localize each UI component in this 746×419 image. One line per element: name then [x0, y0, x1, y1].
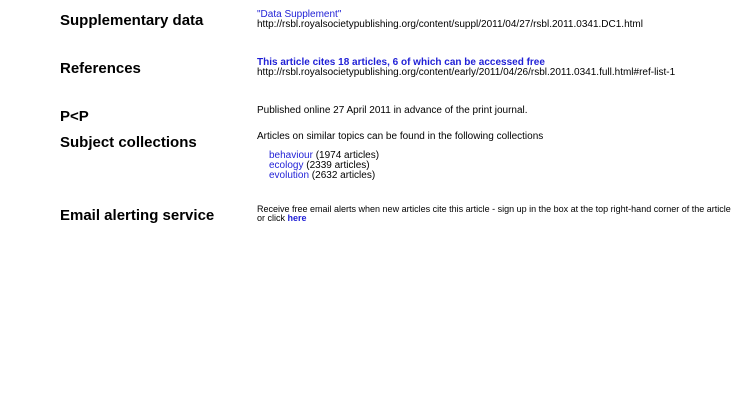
email-content	[257, 205, 737, 223]
list-item	[269, 171, 737, 181]
plp-label: P<P	[60, 108, 89, 125]
references-url: http://rsbl.royalsocietypublishing.org/content/early/2011/04/26/rsbl.2011.0341.full.html#ref-list-1	[257, 67, 676, 78]
email-alert-text: Receive free email alerts when new articles cite this article - sign up in the box at the top right-hand corner of the article or click	[257, 204, 731, 223]
published-online-text: Published online 27 April 2011 in advance of the print journal.	[257, 105, 528, 116]
references-cites-link[interactable]: This article cites 18 articles, 6 of which can be accessed free	[257, 57, 545, 68]
collection-count: (1974 articles)	[312, 150, 380, 161]
references-label: References	[60, 60, 141, 77]
supplementary-content	[257, 10, 737, 30]
collection-count: (2339 articles)	[303, 160, 370, 171]
supplementary-url: http://rsbl.royalsocietypublishing.org/content/suppl/2011/04/27/rsbl.2011.0341.DC1.html	[257, 19, 643, 30]
collections-list	[257, 151, 737, 181]
email-here-link[interactable]: here	[287, 213, 307, 223]
collection-count: (2632 articles)	[309, 170, 376, 181]
email-label: Email alerting service	[60, 207, 215, 224]
supplementary-label: Supplementary data	[60, 12, 204, 29]
subjects-intro-text: Articles on similar topics can be found in the following collections	[257, 131, 544, 142]
collection-link-behaviour[interactable]: behaviour	[269, 150, 313, 161]
references-content	[257, 58, 737, 78]
subjects-label: Subject collections	[60, 134, 197, 151]
collection-link-ecology[interactable]: ecology	[269, 160, 304, 171]
subjects-content	[257, 132, 737, 181]
data-supplement-link[interactable]: "Data Supplement"	[257, 9, 342, 20]
plp-content	[257, 106, 737, 116]
collection-link-evolution[interactable]: evolution	[269, 170, 310, 181]
